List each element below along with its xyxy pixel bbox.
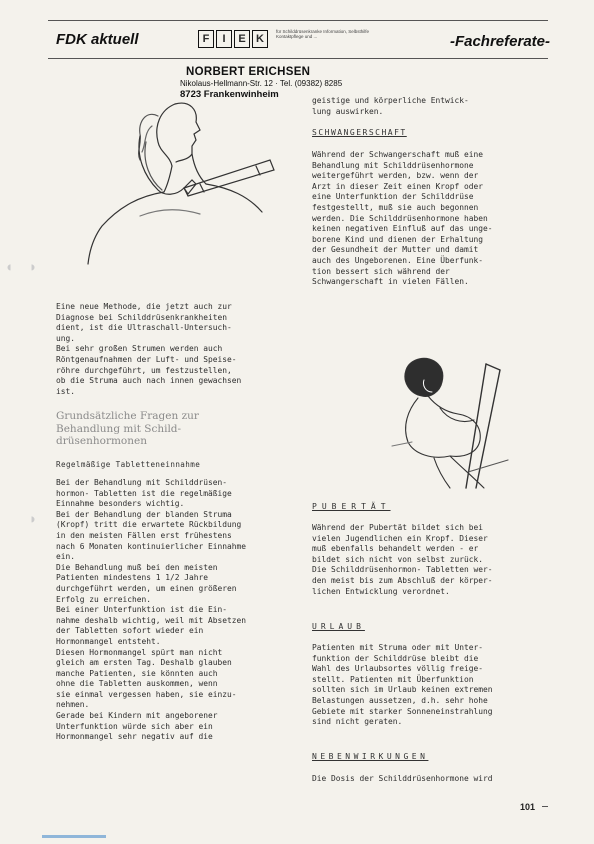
logo-letter: K xyxy=(252,30,268,48)
address-name: NORBERT ERICHSEN xyxy=(186,66,311,78)
address-city: 8723 Frankenwinheim xyxy=(180,89,279,100)
fiek-logo xyxy=(198,30,268,48)
section-text-puberty: Während der Pubertät bildet sich bei vielen Jugendlichen ein Kropf. Dieser muß ebenfalls behandelt werden - er bildet sich nicht von selbst zurück. Die Schilddrüsenhormon- Tabletten wer- den meist bis zum Abschluß der körper- lichen Entwicklung verordnet. xyxy=(312,523,493,596)
binding-hole-mark: ◗ xyxy=(30,514,37,525)
address-street: Nikolaus-Hellmann-Str. 12 · Tel. (09382) 8285 xyxy=(180,79,343,88)
section-title-pregnancy: SCHWANGERSCHAFT xyxy=(312,128,407,137)
left-column-para1: Eine neue Methode, die jetzt auch zur Diagnose bei Schilddrüsenkrankheiten dient, ist die Ultraschall-Untersuch- ung. Bei sehr großen Strumen werden auch Röntgenaufnahmen der Luft- und Speise- röhre durchgeführt, um festzustellen, ob die Struma auch nach innen gewachsen ist. xyxy=(56,302,242,396)
section-title-side-effects: NEBENWIRKUNGEN xyxy=(312,752,429,761)
logo-letter: I xyxy=(216,30,232,48)
right-column-intro: geistige und körperliche Entwick- lung auswirken. xyxy=(312,96,469,116)
neck-exam-illustration xyxy=(80,96,280,266)
section-title-puberty: PUBERTÄT xyxy=(312,502,391,511)
address-stamp xyxy=(180,66,342,100)
section-text-vacation: Patienten mit Struma oder mit Unter- funktion der Schilddrüse bleibt die Wahl des Urlaubsortes völlig freige- stellt. Patienten mit Überfunktion sollten sich im Urlaub keinen extremen Belastungen aussetzen, d.h. sehr hohe Gebiete mit starker Sonneneinstrahlung sind nicht geraten. xyxy=(312,643,493,727)
section-title-vacation: URLAUB xyxy=(312,622,365,631)
header-right-title: -Fachreferate- xyxy=(449,33,550,50)
header-bottom-rule xyxy=(48,58,548,59)
scan-edge-mark xyxy=(42,835,106,838)
page-number: 101 xyxy=(520,802,536,812)
section-text-side-effects: Die Dosis der Schilddrüsenhormone wird xyxy=(312,774,493,783)
page-number-dash xyxy=(542,806,548,807)
header-top-rule xyxy=(48,20,548,21)
header-left-title: FDK aktuell xyxy=(56,31,139,48)
section-heading-treatment: Grundsätzliche Fragen zur Behandlung mit Schild- drüsenhormonen xyxy=(56,410,199,447)
logo-letter: E xyxy=(234,30,250,48)
binding-hole-mark: ◗ xyxy=(30,262,37,273)
binding-hole-mark: ◖ xyxy=(6,262,13,273)
left-column-para2: Bei der Behandlung mit Schilddrüsen- hormon- Tabletten ist die regelmäßige Einnahme besonders wichtig. Bei der Behandlung der blanden Struma (Kropf) tritt die erwartete Rückbildung in den meisten Fällen erst frühestens nach 6 Monaten kontinuierlicher Einnahme ein. Die Behandlung muß bei den meisten Patienten mindestens 1 1/2 Jahre durchgeführt werden, um einen größeren Erfolg zu erreichen. Bei einer Unterfunktion ist die Ein- nahme deshalb wichtig, weil mit Absetzen der Tabletten sofort wieder ein Hormonmangel entsteht. Diesen Hormonmangel spürt man nicht gleich am ersten Tag. Deshalb glauben manche Patienten, sie könnten auch ohne die Tabletten auskommen, wenn sie einmal vergessen haben, sie einzu- nehmen. Gerade bei Kindern mit angeborener Unterfunktion würde sich aber ein Hormonmangel sehr negativ auf die xyxy=(56,478,247,742)
section-text-pregnancy: Während der Schwangerschaft muß eine Behandlung mit Schilddrüsenhormone weitergeführt werden, bzw. wenn der Arzt in dieser Zeit einen Kropf oder eine Unterfunktion der Schilddrüse festgestellt, muß sie auch begonnen werden. Die Schilddrüsenhormone haben keinen negativen Einfluß auf das unge- borene Kind und dienen der Erhaltung der Gesundheit der Mutter und damit auch des Ungeborenen. Eine Überfunk- tion bessert sich während der Schwangerschaft in vielen Fällen. xyxy=(312,150,493,287)
pregnant-woman-illustration xyxy=(388,350,518,490)
subheading-regular-intake: Regelmäßige Tabletteneinnahme xyxy=(56,460,201,469)
logo-note: für Schilddrüsenkranke Information, Selbsthilfe Kontaktpflege und ... xyxy=(276,29,370,40)
logo-letter: F xyxy=(198,30,214,48)
